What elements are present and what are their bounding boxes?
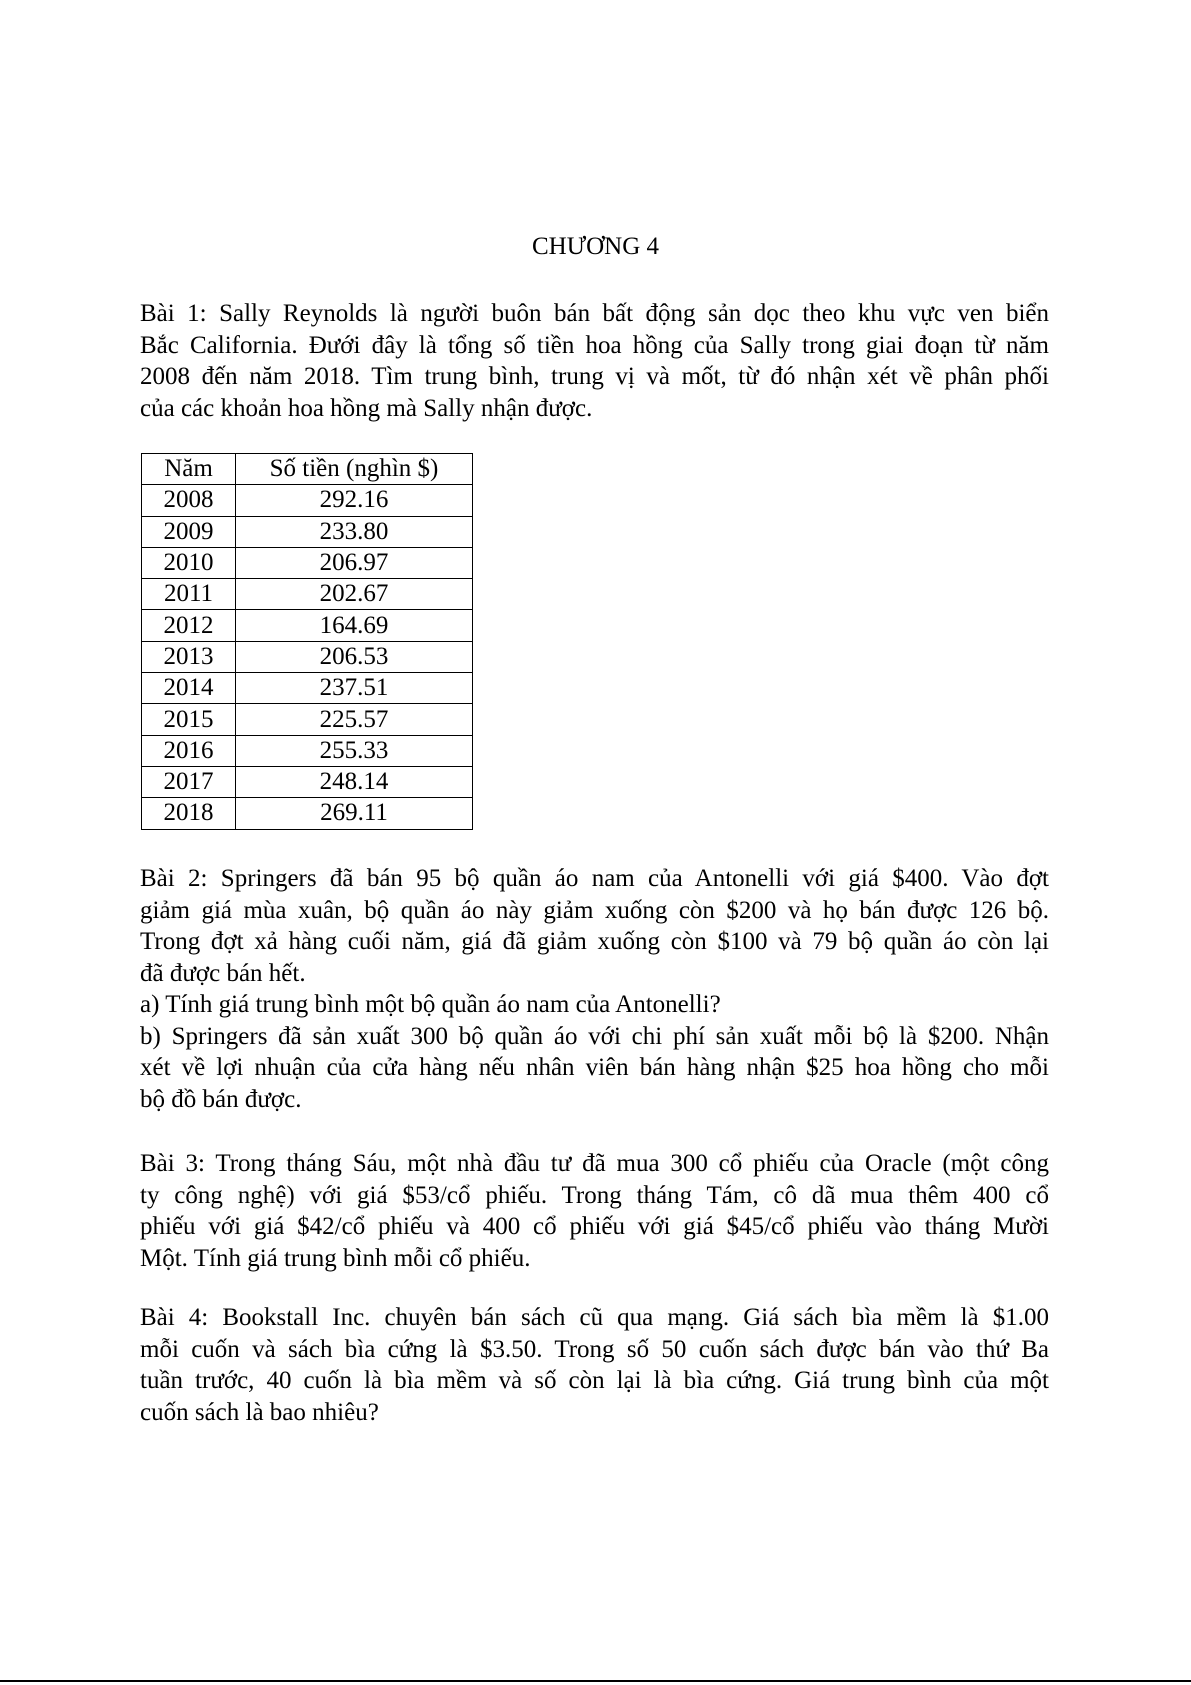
problem-3-line: Một. Tính giá trung bình mỗi cổ phiếu. [140,1244,531,1272]
problem-3-line: Bài 3: Trong tháng Sáu, một nhà đầu tư đã mua 300 cổ phiếu của Oracle (một công [140,1150,1049,1177]
year-cell: 2015 [142,704,236,735]
amount-cell: 237.51 [236,673,473,704]
amount-cell: 292.16 [236,485,473,516]
page-bottom-rule [0,1680,1191,1682]
problem-2-line: xét về lợi nhuận của cửa hàng nếu nhân viên bán hàng nhận $25 hoa hồng cho mỗi [140,1054,1049,1081]
problem-3-line: phiếu với giá $42/cổ phiếu và 400 cổ phiếu với giá $45/cổ phiếu vào tháng Mười [140,1213,1049,1240]
year-cell: 2009 [142,516,236,547]
year-cell: 2018 [142,798,236,829]
table-row [142,516,473,547]
problem-3-text [140,1148,1049,1274]
amount-cell: 206.53 [236,641,473,672]
commission-table [141,453,473,830]
column-header-year: Năm [142,454,236,485]
amount-cell: 202.67 [236,579,473,610]
problem-4-line: mỗi cuốn và sách bìa cứng là $3.50. Trong số 50 cuốn sách được bán vào thứ Ba [140,1335,1049,1363]
column-header-amount: Số tiền (nghìn $) [236,454,473,485]
table-row [142,798,473,829]
year-cell: 2017 [142,766,236,797]
problem-2-text [140,863,1049,1115]
year-cell: 2008 [142,485,236,516]
problem-1-line: Bài 1: Sally Reynolds là người buôn bán bất động sản dọc theo khu vực ven biển [140,300,1049,327]
table-header-row [142,454,473,485]
problem-2-line: giảm giá mùa xuân, bộ quần áo này giảm xuống còn $200 và họ bán được 126 bộ. [140,896,1049,924]
table-row [142,579,473,610]
problem-2-line: Trong đợt xả hàng cuối năm, giá đã giảm xuống còn $100 và 79 bộ quần áo còn lại [140,928,1049,955]
table-row [142,704,473,735]
problem-4-text [140,1302,1049,1428]
amount-cell: 269.11 [236,798,473,829]
problem-1-text [140,298,1049,424]
problem-2-question-a: a) Tính giá trung bình một bộ quần áo nam của Antonelli? [140,991,721,1018]
amount-cell: 225.57 [236,704,473,735]
problem-1-line: của các khoản hoa hồng mà Sally nhận được. [140,394,593,422]
year-cell: 2014 [142,673,236,704]
year-cell: 2011 [142,579,236,610]
problem-4-line: Bài 4: Bookstall Inc. chuyên bán sách cũ qua mạng. Giá sách bìa mềm là $1.00 [140,1304,1049,1331]
year-cell: 2016 [142,735,236,766]
problem-3-line: ty công nghệ) với giá $53/cổ phiếu. Trong tháng Tám, cô dã mua thêm 400 cổ [140,1181,1049,1209]
year-cell: 2010 [142,547,236,578]
amount-cell: 233.80 [236,516,473,547]
amount-cell: 255.33 [236,735,473,766]
table-row [142,485,473,516]
table-row [142,735,473,766]
table-row [142,610,473,641]
problem-1-line: 2008 đến năm 2018. Tìm trung bình, trung vị và mốt, từ đó nhận xét về phân phối [140,363,1049,390]
amount-cell: 164.69 [236,610,473,641]
problem-2-line: đã được bán hết. [140,959,306,987]
amount-cell: 206.97 [236,547,473,578]
table-row [142,673,473,704]
year-cell: 2012 [142,610,236,641]
table-row [142,766,473,797]
year-cell: 2013 [142,641,236,672]
problem-4-line: cuốn sách là bao nhiêu? [140,1398,379,1426]
amount-cell: 248.14 [236,766,473,797]
table-row [142,641,473,672]
problem-2-line: bộ đồ bán được. [140,1085,302,1113]
problem-2-line: Bài 2: Springers đã bán 95 bộ quần áo nam của Antonelli với giá $400. Vào đợt [140,865,1049,892]
problem-1-line: Bắc California. Đưới đây là tổng số tiền hoa hồng của Sally trong giai đoạn từ năm [140,331,1049,359]
table-row [142,547,473,578]
problem-2-question-b: b) Springers đã sản xuất 300 bộ quần áo với chi phí sản xuất mỗi bộ là $200. Nhận [140,1022,1049,1050]
problem-4-line: tuần trước, 40 cuốn là bìa mềm và số còn lại là bìa cứng. Giá trung bình của một [140,1367,1049,1394]
chapter-title: CHƯƠNG 4 [531,233,660,260]
